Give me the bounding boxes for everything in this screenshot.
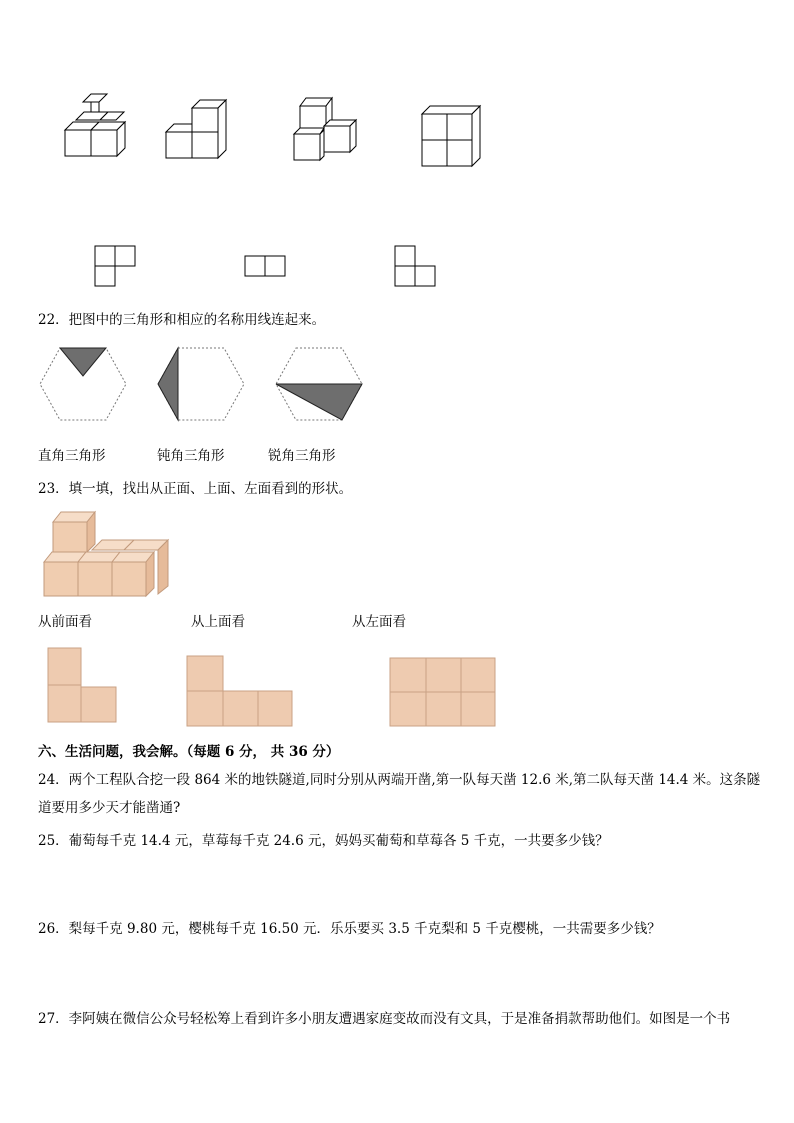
- question-22-text: 22．把图中的三角形和相应的名称用线连起来。: [38, 312, 326, 328]
- question-24-line-1: 24．两个工程队合挖一段 864 米的地铁隧道,同时分别从两端开凿,第一队每天凿 12.6 米,第二队每天凿 14.4 米。这条隧: [38, 772, 761, 788]
- cube-figure-3: [290, 94, 365, 164]
- view-shape-1: [94, 245, 138, 289]
- question-26-text: 26．梨每千克 9.80 元，樱桃每千克 16.50 元．乐乐要买 3.5 千克梨和 5 千克樱桃，一共需要多少钱？: [38, 921, 661, 937]
- question-27-text: 27．李阿姨在微信公众号轻松筹上看到许多小朋友遭遇家庭变故而没有文具，于是准备捐款帮助他们。如图是一个书: [38, 1011, 731, 1027]
- question-25-text: 25．葡萄每千克 14.4 元，草莓每千克 24.6 元，妈妈买葡萄和草莓各 5 千克，一共要多少钱？: [38, 833, 609, 849]
- view-label-front: 从前面看: [38, 614, 92, 630]
- hexagon-obtuse-triangle: [156, 346, 246, 422]
- section-6-title: 六、生活问题，我会解。（每题 6 分， 共 36 分）: [38, 744, 340, 760]
- top-view-tiles: [186, 654, 296, 728]
- question-23-text: 23．填一填，找出从正面、上面、左面看到的形状。: [38, 481, 353, 497]
- cube-figure-2: [164, 98, 234, 162]
- view-shape-3: [394, 245, 438, 289]
- cube-figure-1: [60, 110, 130, 160]
- view-shape-2: [244, 255, 288, 279]
- label-acute-triangle: 锐角三角形: [268, 448, 336, 464]
- question-24-line-2: 道要用多少天才能凿通?: [38, 800, 181, 816]
- view-label-top: 从上面看: [191, 614, 245, 630]
- cube-figure-4: [420, 104, 486, 168]
- view-label-left: 从左面看: [352, 614, 406, 630]
- hexagon-acute-triangle: [274, 346, 364, 422]
- hexagon-right-triangle: [38, 346, 128, 422]
- label-right-triangle: 直角三角形: [38, 448, 106, 464]
- front-view-tiles: [46, 646, 120, 726]
- label-obtuse-triangle: 钝角三角形: [157, 448, 225, 464]
- left-view-tiles: [389, 657, 499, 729]
- q23-cube-stack: [40, 506, 172, 600]
